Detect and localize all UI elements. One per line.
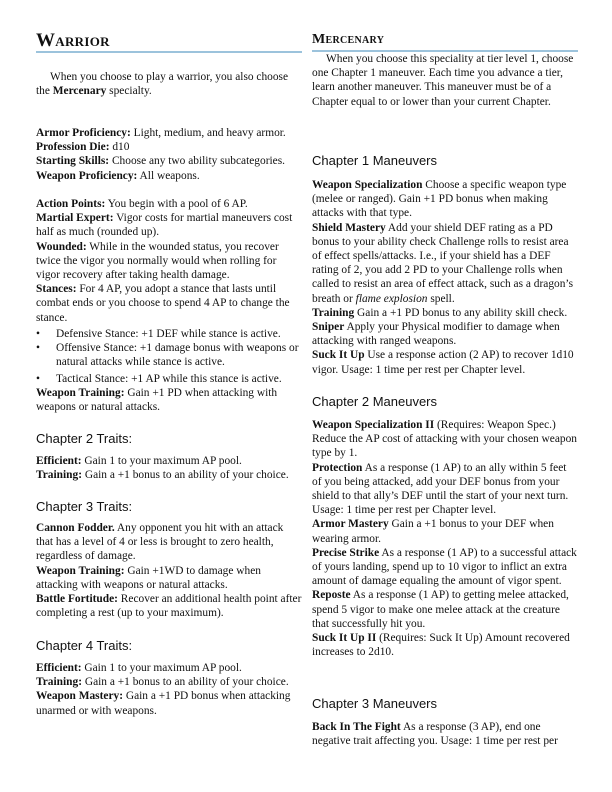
- stat-line: Profession Die: d10: [36, 141, 130, 154]
- chapter-2-maneuvers-heading: Chapter 2 Maneuvers: [312, 394, 438, 409]
- chapter-1-maneuvers: Weapon Specialization Choose a specific weapon type (melee or ranged). Gain +1 PD bonus when making attacks with that type. Shield Mastery Add your shield DEF rating as a PD bonus to your ability check Challenge rolls to resist area of effect spells/attacks. I.e., if your shield has a DEF rating of 2, you add 2 PD to your Challenge rolls when called to resist an area of effect attack, such as a dragon’s breath or flame explosion spell. Training Gain a +1 PD bonus to any ability skill check. Sniper Apply your Physical modifier to damage when attacking with ranged weapons. Suck It Up Use a response action (2 AP) to recover 1d10 vigor. Usage: 1 time per rest per Chapter level.: [312, 179, 574, 376]
- title-rule: [36, 51, 302, 53]
- warrior-title: Warrior: [36, 30, 110, 51]
- stat-line: Armor Proficiency: Light, medium, and heavy armor.: [36, 127, 286, 139]
- chapter-2-traits: Efficient: Gain 1 to your maximum AP pool. Training: Gain a +1 bonus to an ability of your choice.: [36, 455, 289, 482]
- chapter-3-maneuvers: Back In The Fight As a response (3 AP), end one negative trait affecting you. Usage: 1 time per rest per: [312, 721, 558, 748]
- weapon-training: Weapon Training: Gain +1 PD when attacking with weapons or natural attacks.: [36, 387, 278, 414]
- chapter-3-traits: Cannon Fodder. Any opponent you hit with an attack that has a level of 4 or less is brought to zero health, regardless of damage. Weapon Training: Gain +1WD to damage when attacking with weapons or natural attacks. Battle Fortitude: Recover an additional health point after completing a rest (up to your maximum).: [36, 522, 302, 620]
- feature: Action Points: You begin with a pool of 6 AP.: [36, 198, 248, 210]
- warrior-stats: [36, 126, 302, 183]
- chapter-2-maneuvers: Weapon Specialization II (Requires: Weapon Spec.) Reduce the AP cost of attacking with your chosen weapon type by 1. Protection As a response (1 AP) to an ally within 5 feet of you being attacked, add your DEF bonus from your shield to that ally’s DEF until the start of your next turn. Usage: 1 time per rest per Chapter level. Armor Mastery Gain a +1 bonus to your DEF when wearing armor. Precise Strike As a response (1 AP) to a successful attack of yours landing, spend up to 10 vigor to inflict an extra amount of damage equaling the amount of vigor spent. Reposte As a response (1 AP) to getting melee attacked, spend 5 vigor to make one melee attack at the creature that successfully hit you. Suck It Up II (Requires: Suck It Up) Amount recovered increases to 2d10.: [312, 419, 577, 659]
- stat-line: Starting Skills: Choose any two ability subcategories.: [36, 155, 285, 168]
- mercenary-intro: When you choose this speciality at tier level 1, choose one Chapter 1 maneuver. Each time you advance a tier, learn another maneuver. This maneuver must be of a Chapter equal to or lower than your current Chapter.: [312, 53, 574, 108]
- feature: Stances: For 4 AP, you adopt a stance that lasts until combat ends or you choose to spend 4 AP to change the stance.: [36, 283, 290, 324]
- chapter-4-traits-heading: Chapter 4 Traits:: [36, 638, 133, 653]
- chapter-2-traits-heading: Chapter 2 Traits:: [36, 431, 133, 446]
- chapter-3-traits-heading: Chapter 3 Traits:: [36, 499, 133, 514]
- warrior-intro: When you choose to play a warrior, you also choose the Mercenary specialty.: [36, 71, 289, 98]
- feature: Martial Expert: Vigor costs for martial maneuvers cost half as much (rounded up).: [36, 212, 293, 239]
- chapter-4-traits: Efficient: Gain 1 to your maximum AP pool. Training: Gain a +1 bonus to an ability of your choice. Weapon Mastery: Gain a +1 PD bonus when attacking unarmed or with weapons.: [36, 662, 291, 717]
- stat-line: Weapon Proficiency: All weapons.: [36, 169, 200, 182]
- chapter-1-maneuvers-heading: Chapter 1 Maneuvers: [312, 153, 438, 168]
- chapter-3-maneuvers-heading: Chapter 3 Maneuvers: [312, 696, 438, 711]
- mercenary-title: Mercenary: [312, 32, 385, 47]
- warrior-features: [36, 197, 302, 325]
- feature: Wounded: While in the wounded status, you recover twice the vigor you normally would when rolling for vigor recovery after taking health damage.: [36, 240, 279, 282]
